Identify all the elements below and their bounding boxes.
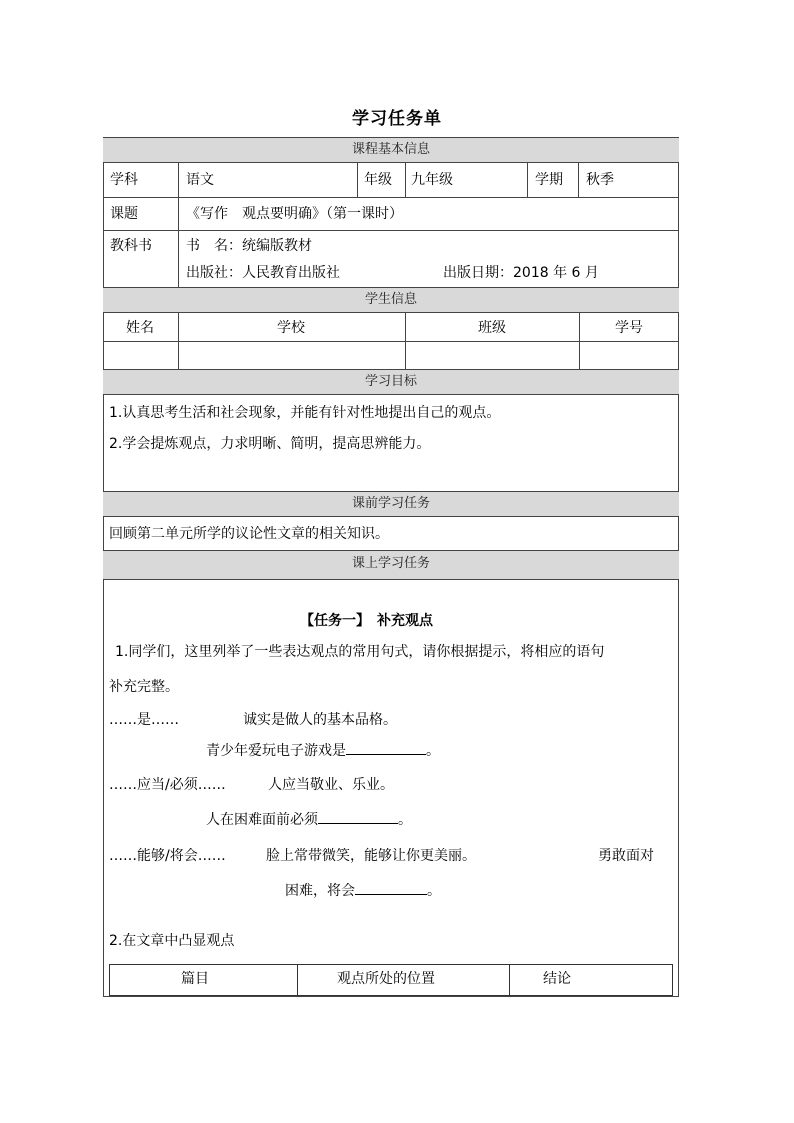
pattern-3-fill-b: 困难，将会 。 <box>285 880 441 900</box>
term-value: 秋季 <box>586 172 614 188</box>
topic-label: 课题 <box>110 206 138 222</box>
question-2-title: 2.在文章中凸显观点 <box>109 933 235 949</box>
pattern-1: ……是…… <box>109 712 179 728</box>
task1-title: 【任务一】 补充观点 <box>300 613 433 629</box>
publisher: 出版社：人民教育出版社 <box>186 265 340 281</box>
pattern-3-fill-a: 勇敢面对 <box>598 848 654 864</box>
pattern-3-example: 脸上常带微笑，能够让你更美丽。 <box>266 848 476 864</box>
goal-item-1: 1.认真思考生活和社会现象，并能有针对性地提出自己的观点。 <box>109 405 501 421</box>
student-col-school: 学校 <box>277 320 305 336</box>
textbook-label: 教科书 <box>110 238 152 254</box>
section-header-goals: 学习目标 <box>103 369 679 395</box>
pattern-1-example: 诚实是做人的基本品格。 <box>243 712 397 728</box>
sub-col-title: 篇目 <box>181 971 209 987</box>
pattern-2-blank[interactable] <box>318 809 398 824</box>
pattern-2-fill: 人在困难面前必须 。 <box>206 809 412 829</box>
pre-task-text: 回顾第二单元所学的议论性文章的相关知识。 <box>109 526 389 542</box>
pattern-1-fill: 青少年爱玩电子游戏是 。 <box>206 740 440 760</box>
pattern-2-example: 人应当敬业、乐业。 <box>268 777 394 793</box>
student-col-name: 姓名 <box>126 320 154 336</box>
section-header-student: 学生信息 <box>103 287 679 313</box>
pattern-2: ……应当/必须…… <box>109 777 226 793</box>
page-title: 学习任务单 <box>352 109 442 129</box>
pattern-1-blank[interactable] <box>346 740 426 755</box>
pattern-3-blank[interactable] <box>355 880 427 895</box>
section-header-pre-task: 课前学习任务 <box>103 491 679 517</box>
topic-value: 《写作 观点要明确》（第一课时） <box>186 206 403 222</box>
question-1-line-2: 补充完整。 <box>109 679 179 695</box>
goal-item-2: 2.学会提炼观点，力求明晰、简明，提高思辨能力。 <box>109 436 431 452</box>
subject-value: 语文 <box>186 172 214 188</box>
question-1-line-1: 1.同学们，这里列举了一些表达观点的常用句式，请你根据提示，将相应的语句 <box>115 644 605 660</box>
subject-label: 学科 <box>110 172 138 188</box>
sub-col-position: 观点所处的位置 <box>337 971 435 987</box>
sub-col-conclusion: 结论 <box>543 971 571 987</box>
student-col-id: 学号 <box>615 320 643 336</box>
term-label: 学期 <box>535 172 563 188</box>
pattern-3: ……能够/将会…… <box>109 848 226 864</box>
section-header-basic: 课程基本信息 <box>103 137 679 163</box>
grade-label: 年级 <box>364 172 392 188</box>
publication-date: 出版日期：2018 年 6 月 <box>443 265 599 281</box>
grade-value: 九年级 <box>411 172 453 188</box>
student-col-class: 班级 <box>478 320 506 336</box>
book-name: 书 名：统编版教材 <box>186 238 312 254</box>
section-header-class-task: 课上学习任务 <box>103 550 679 580</box>
